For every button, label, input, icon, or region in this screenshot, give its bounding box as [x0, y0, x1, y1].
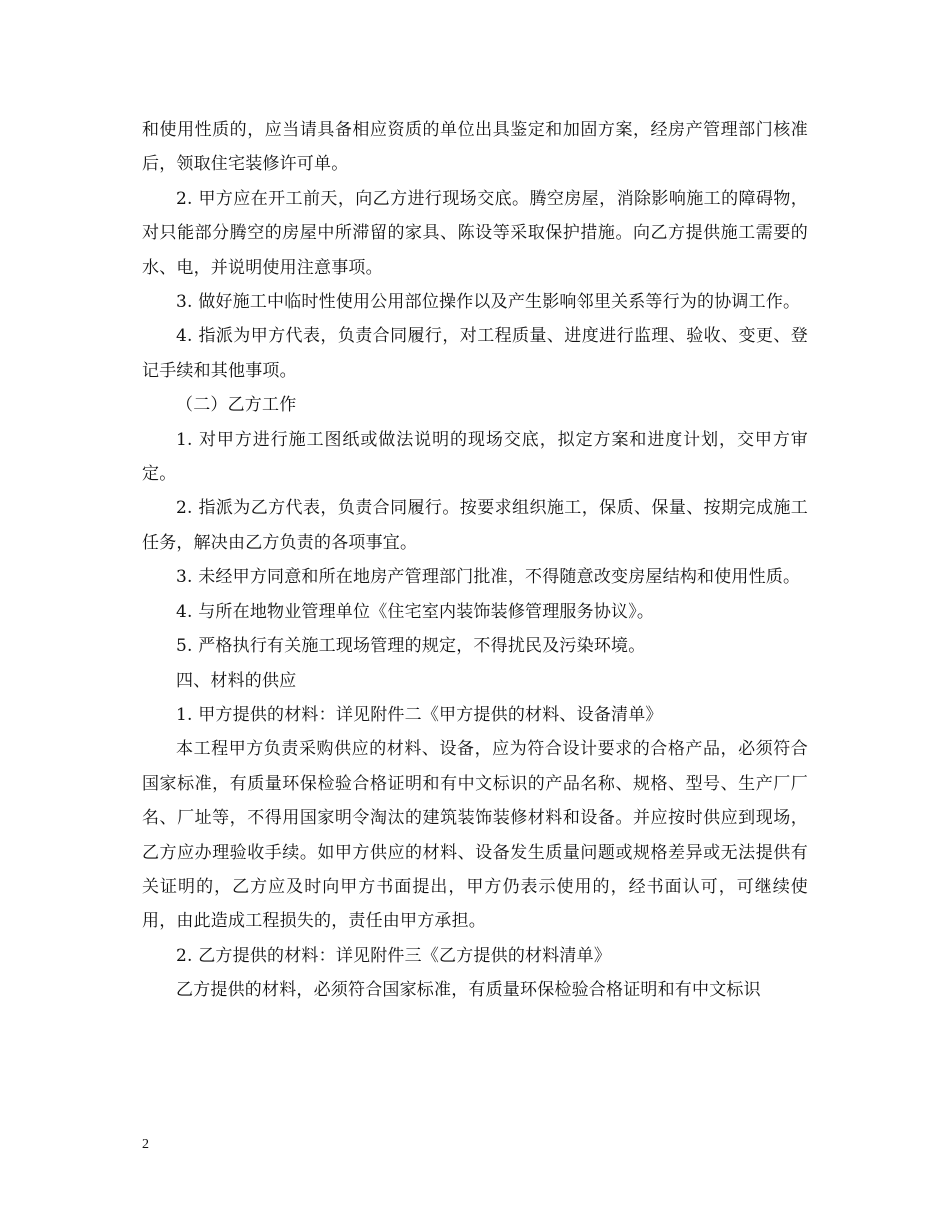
document-body [142, 113, 808, 1008]
paragraph-party-b-item-2: 2. 指派为乙方代表，负责合同履行。按要求组织施工，保质、保量、按期完成施工任务，解决由乙方负责的各项事宜。 [142, 498, 808, 553]
paragraph-party-a-materials-detail: 本工程甲方负责采购供应的材料、设备，应为符合设计要求的合格产品，必须符合国家标准，有质量环保检验合格证明和有中文标识的产品名称、规格、型号、生产厂厂名、厂址等，不得用国家明令淘汰的建筑装饰装修材料和设备。并应按时供应到现场，乙方应办理验收手续。如甲方供应的材料、设备发生质量问题或规格差异或无法提供有关证明的，乙方应及时向甲方书面提出，甲方仍表示使用的，经书面认可，可继续使用，由此造成工程损失的，责任由甲方承担。 [142, 739, 808, 932]
section-heading-material-supply: 四、材料的供应 [176, 670, 297, 691]
paragraph-materials-item-2: 2. 乙方提供的材料：详见附件三《乙方提供的材料清单》 [176, 945, 612, 966]
paragraph-party-b-item-1: 1. 对甲方进行施工图纸或做法说明的现场交底，拟定方案和进度计划，交甲方审定。 [142, 429, 808, 485]
section-heading-party-b-work: （二）乙方工作 [176, 395, 297, 416]
paragraph-party-b-item-5: 5. 严格执行有关施工现场管理的规定，不得扰民及污染环境。 [176, 636, 646, 657]
paragraph-party-a-item-3: 3. 做好施工中临时性使用公用部位操作以及产生影响邻里关系等行为的协调工作。 [176, 292, 801, 313]
paragraph-party-b-item-3: 3. 未经甲方同意和所在地房产管理部门批准，不得随意改变房屋结构和使用性质。 [176, 567, 801, 588]
paragraph-party-b-item-4: 4. 与所在地物业管理单位《住宅室内装饰装修管理服务协议》。 [176, 601, 655, 622]
paragraph-materials-item-1: 1. 甲方提供的材料：详见附件二《甲方提供的材料、设备清单》 [176, 704, 663, 725]
page-number: 2 [142, 1137, 149, 1152]
paragraph-party-b-materials-detail: 乙方提供的材料，必须符合国家标准，有质量环保检验合格证明和有中文标识 [176, 980, 761, 1001]
paragraph-continuation: 和使用性质的，应当请具备相应资质的单位出具鉴定和加固方案，经房产管理部门核准后，领取住宅装修许可单。 [142, 120, 808, 175]
paragraph-party-a-item-2: 2. 甲方应在开工前天，向乙方进行现场交底。腾空房屋，消除影响施工的障碍物，对只能部分腾空的房屋中所滞留的家具、陈设等采取保护措施。向乙方提供施工需要的水、电，并说明使用注意事项。 [142, 188, 808, 278]
paragraph-party-a-item-4: 4. 指派为甲方代表，负责合同履行，对工程质量、进度进行监理、验收、变更、登记手续和其他事项。 [142, 326, 808, 381]
